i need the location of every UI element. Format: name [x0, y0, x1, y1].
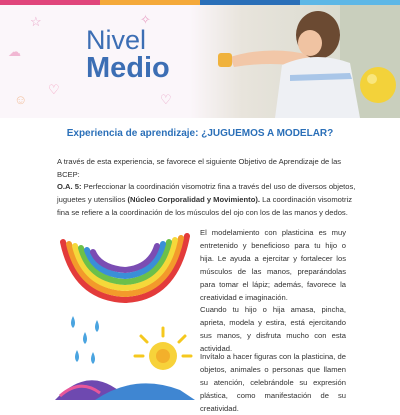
balloon: [360, 67, 396, 103]
objective-nucleo: (Núcleo Corporalidad y Movimiento).: [127, 195, 260, 204]
level-title-nivel: Nivel: [86, 25, 147, 55]
sun-ray: [179, 336, 185, 342]
objective-definition: La coordinación visomotriz fina se refiere a la coordinación de los músculos del ojo con los de las manos y dedos.: [57, 195, 352, 217]
sun-center: [156, 349, 170, 363]
raindrop: [91, 352, 95, 364]
objective-paragraph: [57, 180, 362, 219]
column-paragraph-3: Invítalo a hacer figuras con la plasticina, de objetos, animales o personas que llamen su atención, celebrándole su expresión plástica, como manifestación de su creatividad.: [200, 352, 346, 413]
rainbow-illustration: [55, 228, 195, 400]
level-title-medio: Medio: [86, 52, 170, 84]
child-face: [298, 30, 322, 56]
child-photo: [190, 5, 400, 118]
heart-doodle-icon: ♡: [160, 92, 172, 107]
raindrop: [75, 350, 79, 362]
page-title: Experiencia de aprendizaje: ¿JUGUEMOS A MODELAR?: [66, 128, 334, 139]
intro-paragraph: A través de esta experiencia, se favorece el siguiente Objetivo de Aprendizaje de las BCEP:: [57, 157, 342, 179]
objective-label: O.A. 5:: [57, 182, 82, 191]
heart-doodle-icon: ♡: [48, 82, 60, 97]
cloud-doodle-icon: ☁: [8, 44, 21, 59]
raindrop: [83, 332, 87, 344]
column-paragraph-2: Cuando tu hijo o hija amasa, pincha, aprieta, modela y estira, está ejercitando sus manos, y disfruta mucho con esta actividad.: [200, 305, 346, 353]
star-doodle-icon: ✧: [140, 12, 151, 27]
header-banner: [0, 5, 400, 118]
balloon-highlight: [367, 74, 377, 84]
objective-text: Perfeccionar la coordinación visomotriz fina a través del uso de diversos objetos, juguetes y utensilios: [57, 182, 356, 204]
child-shirt: [275, 57, 360, 118]
star-doodle-icon: ☆: [30, 14, 42, 29]
raindrop: [71, 316, 75, 328]
smile-doodle-icon: ☺: [14, 92, 28, 107]
raindrop: [95, 320, 99, 332]
small-balloon: [218, 53, 232, 67]
column-paragraph-1: El modelamiento con plasticina es muy entretenido y beneficioso para tu hijo o hija. Le ayuda a ejercitar y fortalecer los músculos de las manos, preparándolas para tomar el lápiz; además, favorece la creatividad e imaginación.: [200, 228, 346, 302]
sun-ray: [141, 336, 147, 342]
